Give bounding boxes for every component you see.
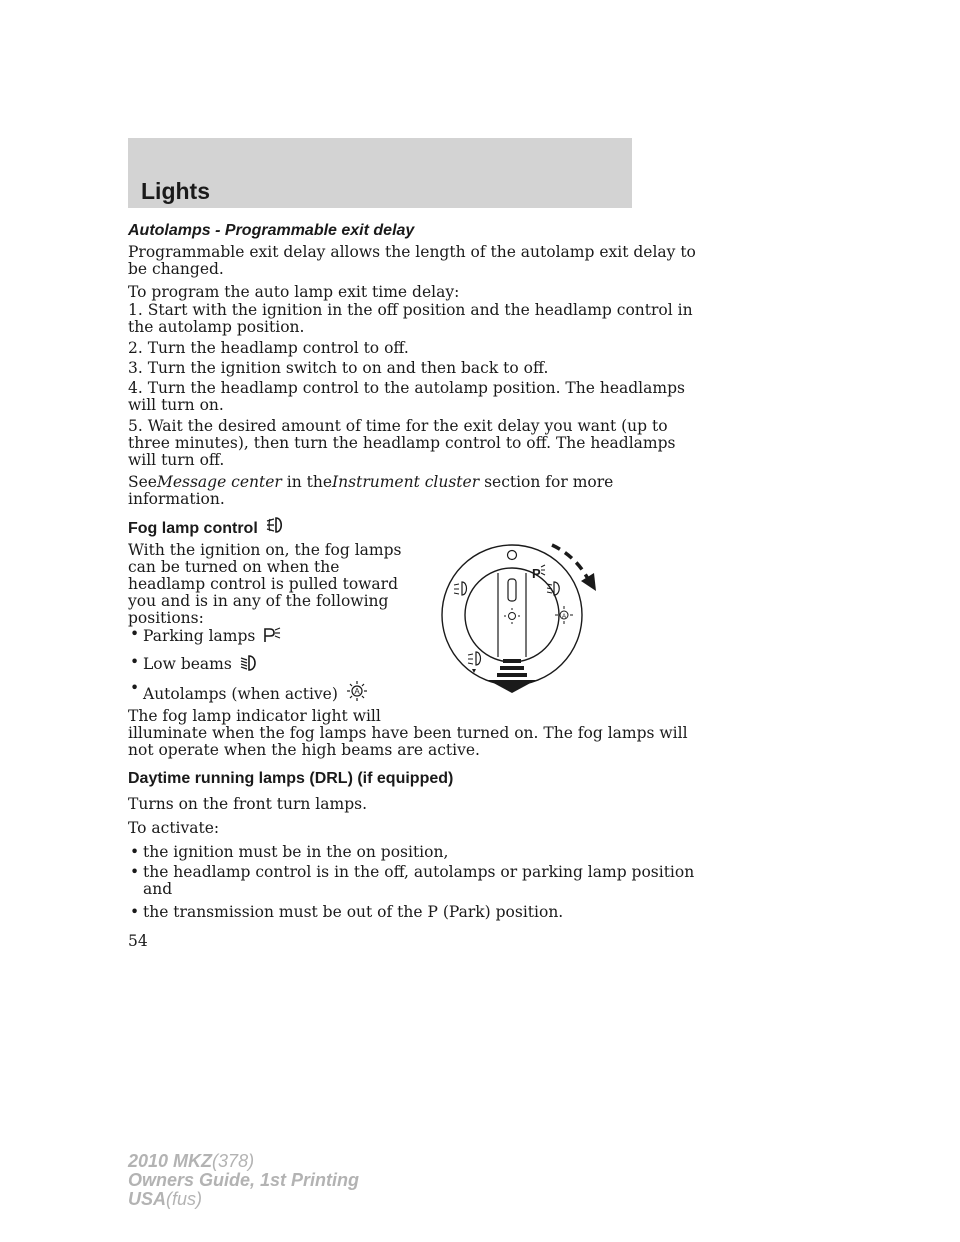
- step-3: 3. Turn the ignition switch to on and then back to off.: [128, 359, 549, 377]
- fog-lamp-icon: [264, 514, 286, 536]
- text-line: not operate when the high beams are active.: [128, 741, 480, 759]
- parking-position-label: P: [532, 566, 541, 581]
- text-line: the autolamp position.: [128, 318, 305, 336]
- headlamp-control-diagram: [440, 535, 620, 700]
- message-center-reference: Message center: [156, 473, 282, 491]
- see-mid: in the: [286, 473, 333, 491]
- footer-region: USA: [128, 1189, 167, 1209]
- drl-text-1: Turns on the front turn lamps.: [128, 795, 367, 813]
- footer-code: (378): [212, 1151, 255, 1171]
- step-5: [128, 418, 675, 469]
- footer-region-code: (fus): [166, 1189, 203, 1209]
- text-line: Programmable exit delay allows the length of the autolamp exit delay to: [128, 243, 696, 261]
- text-line: illuminate when the fog lamps have been turned on. The fog lamps will: [128, 724, 688, 742]
- control-knob: [465, 568, 559, 662]
- drl-bullet-1: • the ignition must be in the on position,: [143, 844, 448, 861]
- text-line: be changed.: [128, 260, 224, 278]
- autolamps-intro: [128, 244, 696, 278]
- bullet-autolamps: [143, 680, 369, 703]
- page-number: 54: [128, 932, 148, 950]
- step-2: 2. Turn the headlamp control to off.: [128, 339, 409, 357]
- rotation-arrow-head: [581, 573, 596, 591]
- low-beams-icon: [239, 654, 259, 672]
- bullet-label: Low beams: [143, 655, 232, 673]
- text-line: The fog lamp indicator light will: [128, 707, 381, 725]
- fog-lamp-heading: [128, 514, 286, 538]
- step-1: [128, 302, 693, 336]
- program-intro: To program the auto lamp exit time delay:: [128, 283, 460, 301]
- section-title: Lights: [141, 178, 210, 204]
- bullet-parking-lamps: [143, 626, 282, 645]
- bullet-label: Parking lamps: [143, 627, 256, 645]
- footer-line-1: [128, 1152, 359, 1171]
- text-line: can be turned on when the: [128, 558, 340, 576]
- footer: [128, 1152, 359, 1209]
- text-line: information.: [128, 490, 225, 508]
- text-line: 1. Start with the ignition in the off position and the headlamp control in: [128, 301, 693, 319]
- see-prefix: See: [128, 473, 157, 491]
- svg-text:A: A: [354, 687, 360, 696]
- text-line: positions:: [128, 609, 204, 627]
- footer-guide: Owners Guide, 1st Printing: [128, 1170, 360, 1190]
- text-line: will turn off.: [128, 451, 225, 469]
- text-line: 5. Wait the desired amount of time for the exit delay you want (up to: [128, 417, 668, 435]
- text-line: With the ignition on, the fog lamps: [128, 541, 402, 559]
- parking-lamps-icon: [262, 626, 282, 644]
- drl-heading: Daytime running lamps (DRL) (if equipped): [128, 770, 454, 787]
- text-line: headlamp control is pulled toward: [128, 575, 398, 593]
- off-position-marker: [508, 551, 517, 560]
- autolamps-heading: Autolamps - Programmable exit delay: [128, 222, 415, 239]
- fog-lamp-indicator: [128, 708, 688, 759]
- bullet-low-beams: [143, 654, 259, 673]
- drl-bullet-3: • the transmission must be out of the P (Park) position.: [143, 904, 563, 921]
- text-line: [128, 474, 613, 491]
- see-reference: [128, 474, 613, 508]
- footer-line-3: [128, 1190, 359, 1209]
- svg-text:A: A: [561, 614, 567, 620]
- fog-lamp-heading-text: Fog lamp control: [128, 520, 258, 537]
- step-4: [128, 380, 685, 414]
- fog-lamp-intro: [128, 542, 401, 627]
- drl-text-2: To activate:: [128, 819, 220, 837]
- text-line: you and is in any of the following: [128, 592, 389, 610]
- footer-model: 2010 MKZ: [128, 1151, 213, 1171]
- text-line: three minutes), then turn the headlamp control to off. The headlamps: [128, 434, 676, 452]
- text-line: will turn on.: [128, 396, 224, 414]
- see-suffix: section for more: [484, 473, 614, 491]
- autolamps-icon: [345, 680, 369, 702]
- drl-bullet-2: [143, 864, 694, 898]
- text-line: and: [143, 880, 173, 898]
- footer-line-2: [128, 1171, 359, 1190]
- bullet-label: Autolamps (when active): [143, 685, 338, 703]
- instrument-cluster-reference: Instrument cluster: [332, 473, 480, 491]
- text-line: • the headlamp control is in the off, autolamps or parking lamp position: [143, 863, 695, 881]
- text-line: 4. Turn the headlamp control to the autolamp position. The headlamps: [128, 379, 685, 397]
